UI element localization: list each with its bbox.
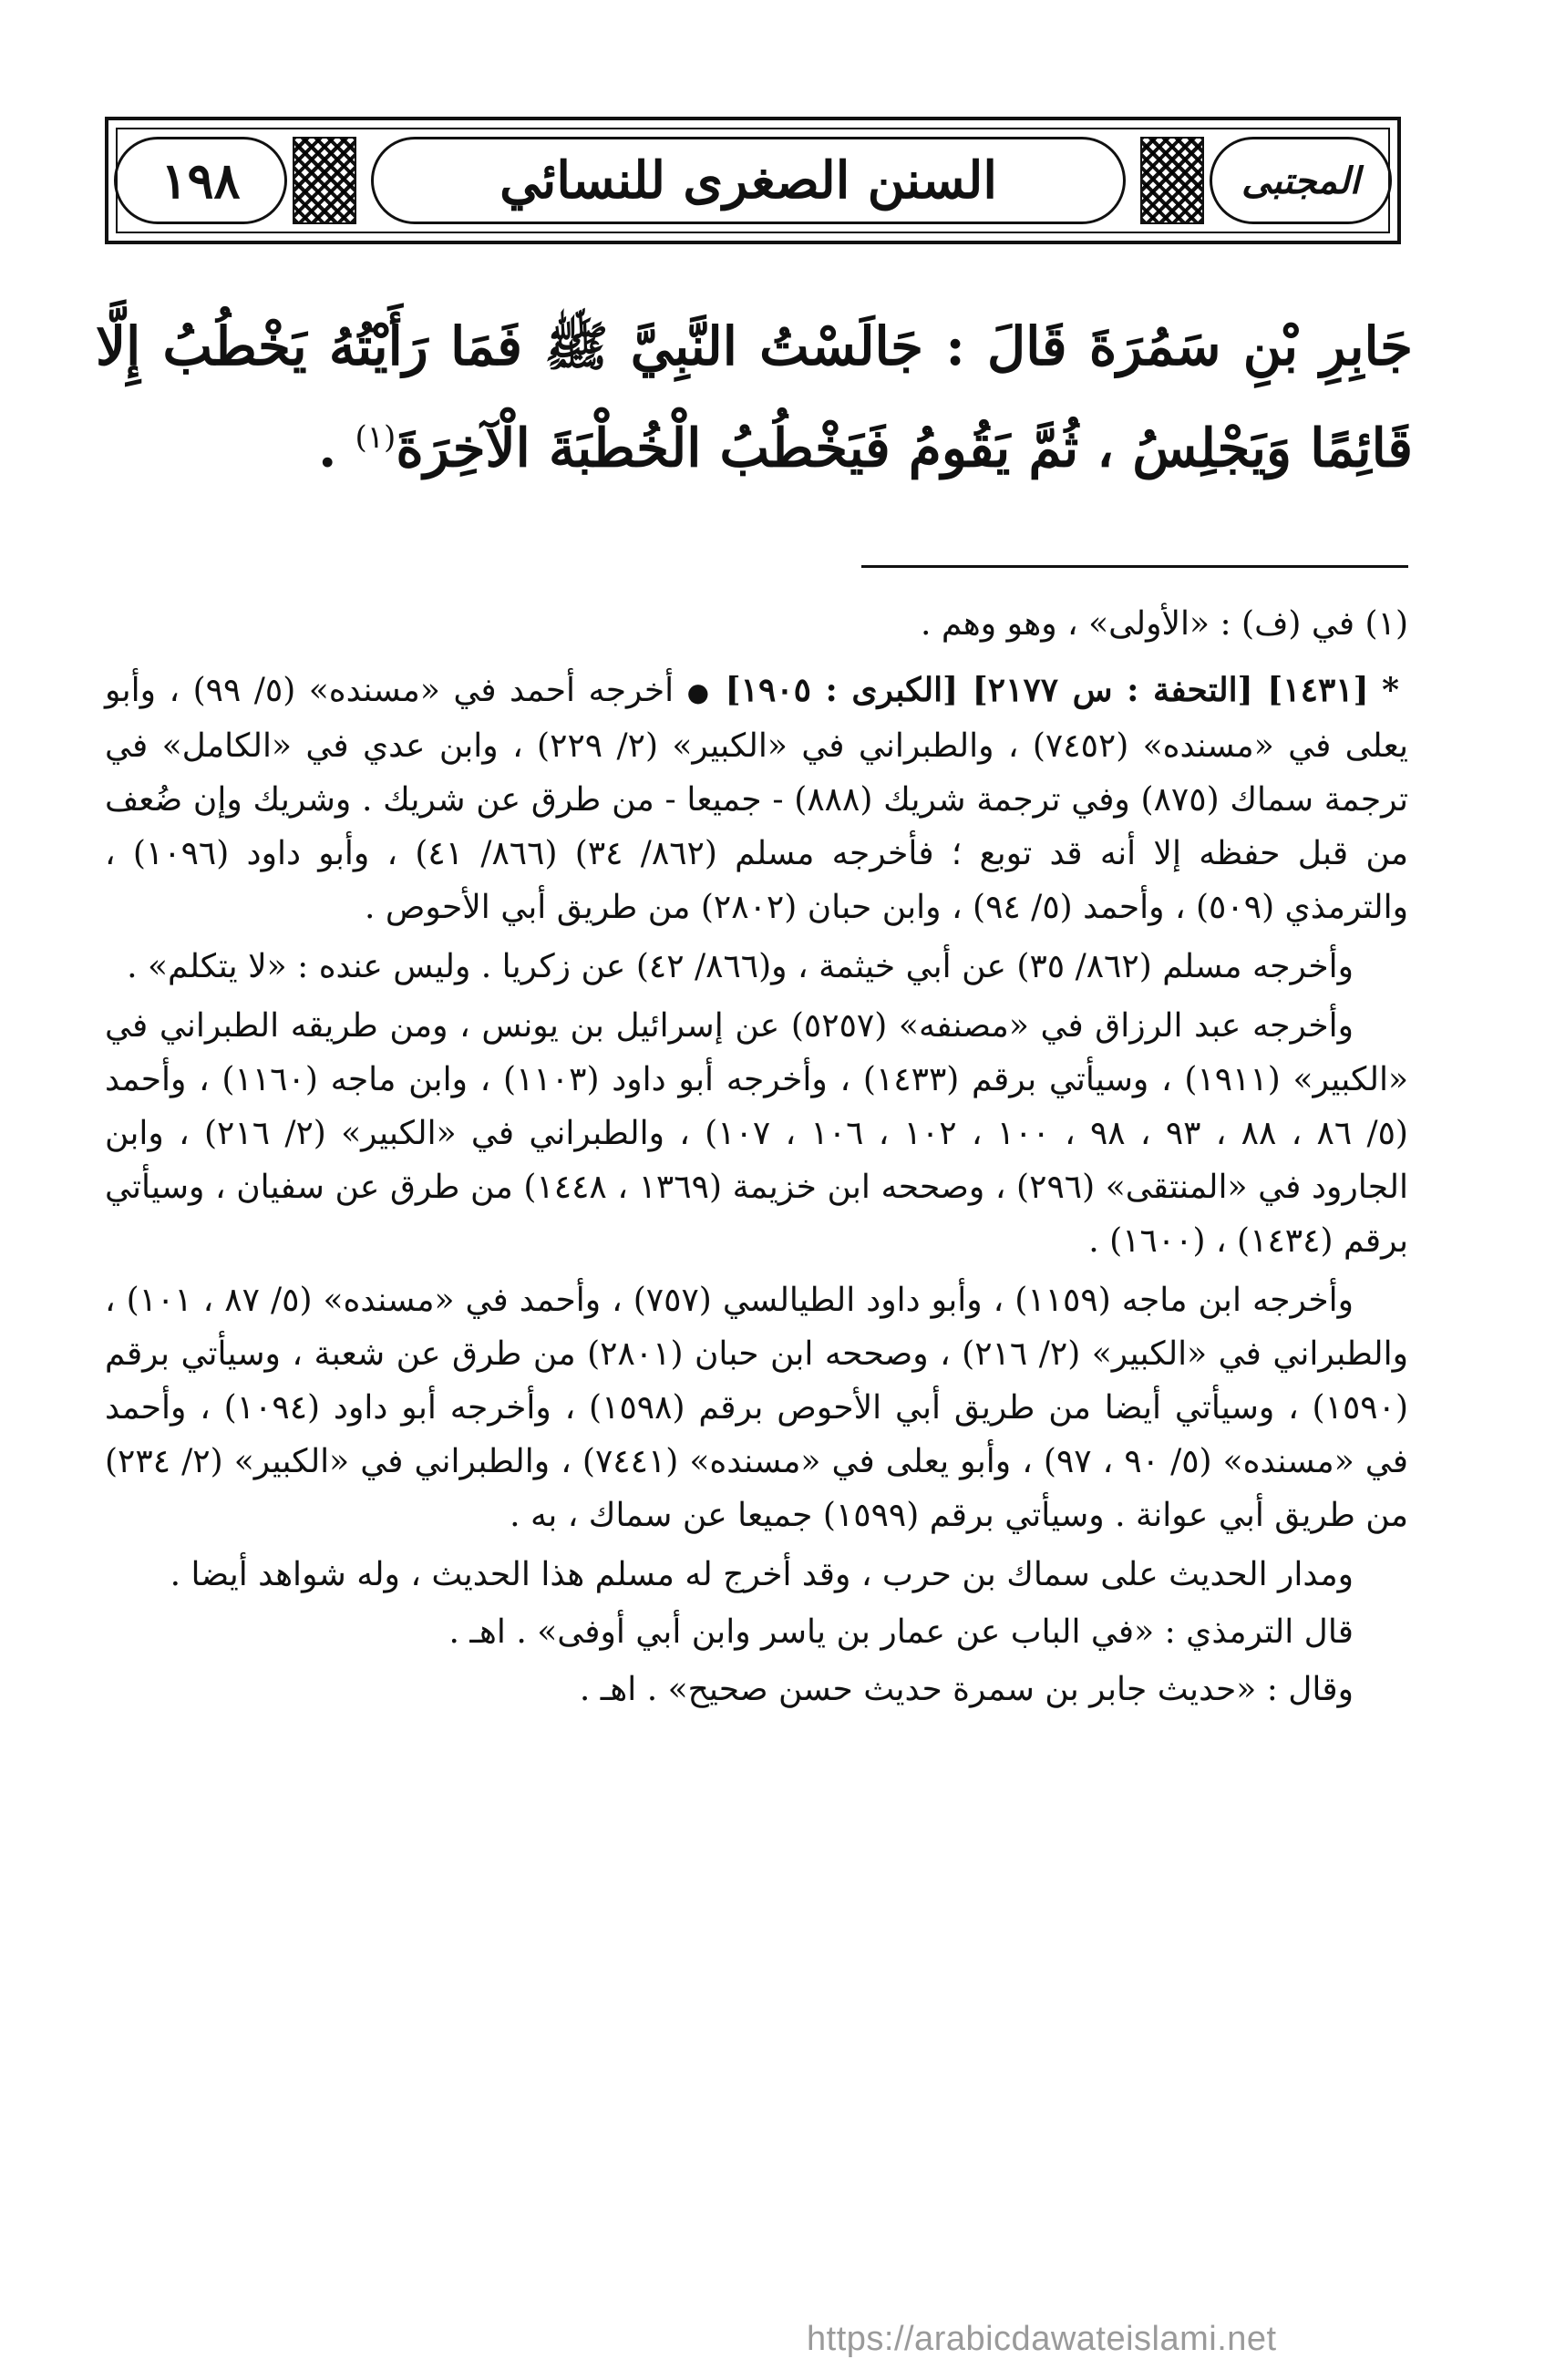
star-icon: *	[1382, 671, 1399, 709]
note-paragraph: ومدار الحديث على سماك بن حرب ، وقد أخرج له مسلم هذا الحديث ، وله شواهد أيضا .	[170, 1556, 1354, 1593]
page-number-frame	[114, 137, 287, 224]
bullet-icon: ●	[686, 677, 713, 707]
book-logo-frame	[1210, 137, 1392, 224]
note-paragraph: وأخرجه مسلم (٨٦٢/ ٣٥) عن أبي خيثمة ، و(٨٦٦/ ٤٢) عن زكريا . وليس عنده : «لا يتكلم» .	[127, 948, 1354, 985]
note-paragraph: وأخرجه عبد الرزاق في «مصنفه» (٥٢٥٧) عن إسرائيل بن يونس ، ومن طريقه الطبراني في «الكبير» (١٩١١) ، وسيأتي برقم (١٤٣٣) ، وأخرجه أبو داود (١١٠٣) ، وابن ماجه (١١٦٠) ، وأحمد (٥/ ٨٦ ، ٨٨ ، ٩٣ ، ٩٨ ، ١٠٠ ، ١٠٢ ، ١٠٦ ، ١٠٧) ، والطبراني في «الكبير» (٢/ ٢١٦) ، وابن الجارود في «المنتقى» (٢٩٦) ، وصححه ابن خزيمة (١٣٦٩ ، ١٤٤٨) من طرق عن سفيان ، وسيأتي برقم (١٤٣٤) ، (١٦٠٠) .	[105, 1007, 1408, 1260]
ornament-icon	[1140, 137, 1204, 224]
takhrij-text: أخرجه أحمد في «مسنده» (٥/ ٩٩) ، وأبو يعلى في «مسنده» (٧٤٥٢) ، والطبراني في «الكبير» (٢/ ٢٢٩) ، وابن عدي في «الكامل» في ترجمة سماك (٨٧٥) وفي ترجمة شريك (٨٨٨) - جميعا - من طرق عن شريك . وشريك وإن ضُعف من قبل حفظه إلا أنه قد توبع ؛ فأخرجه مسلم (٨٦٢/ ٣٤) (٨٦٦/ ٤١) ، وأبو داود (١٠٩٦) ، والترمذي (٥٠٩) ، وأحمد (٥/ ٩٤) ، وابن حبان (٢٨٠٢) من طريق أبي الأحوص .	[105, 672, 1409, 926]
footnote-1: (١) في (ف) : «الأولى» ، وهو وهم .	[920, 605, 1408, 643]
note-paragraph: وأخرجه ابن ماجه (١١٥٩) ، وأبو داود الطيالسي (٧٥٧) ، وأحمد في «مسنده» (٥/ ٨٧ ، ١٠١) ، والطبراني في «الكبير» (٢/ ٢١٦) ، وصححه ابن حبان (٢٨٠١) من طرق عن شعبة ، وسيأتي برقم (١٥٩٠) ، وسيأتي أيضا من طريق أبي الأحوص برقم (١٥٩٨) ، وأخرجه أبو داود (١٠٩٤) ، وأحمد في «مسنده» (٥/ ٩٠ ، ٩٧) ، وأبو يعلى في «مسنده» (٧٤٤١) ، والطبراني في «الكبير» (٢/ ٢٣٤) من طريق أبي عوانة . وسيأتي برقم (١٥٩٩) جميعا عن سماك ، به .	[105, 1282, 1408, 1534]
takhrij-reference: [١٤٣١] [التحفة : س ٢١٧٧] [الكبرى : ١٩٠٥]	[725, 671, 1369, 709]
takhrij-paragraph	[105, 664, 1408, 934]
page-number: ١٩٨	[160, 151, 241, 210]
note-paragraph: قال الترمذي : «في الباب عن عمار بن ياسر وابن أبي أوفى» . اهـ .	[448, 1613, 1354, 1651]
footnote-marker: (١)	[355, 419, 396, 456]
footnotes	[105, 583, 1408, 1720]
hadith-body: جَابِرِ بْنِ سَمُرَةَ قَالَ : جَالَسْتُ النَّبِيَّ ﷺ فَمَا رَأَيْتُهُ يَخْطُبُ إِلَّا قَائِمًا وَيَجْلِسُ ، ثُمَّ يَقُومُ فَيَخْطُبُ الْخُطْبَةَ الْآخِرَةَ	[96, 315, 1413, 479]
footnote-divider	[861, 565, 1408, 568]
hadith-end: .	[318, 417, 337, 479]
page-header	[105, 117, 1401, 244]
watermark: https://arabicdawateislami.net	[807, 2320, 1277, 2358]
book-logo: المجتبى	[1241, 159, 1360, 202]
hadith-text	[96, 301, 1413, 493]
note-paragraph: وقال : «حديث جابر بن سمرة حديث حسن صحيح» . اهـ .	[579, 1671, 1354, 1708]
ornament-icon	[293, 137, 356, 224]
book-title-frame	[371, 137, 1126, 224]
book-title: السنن الصغرى للنسائي	[499, 150, 997, 211]
